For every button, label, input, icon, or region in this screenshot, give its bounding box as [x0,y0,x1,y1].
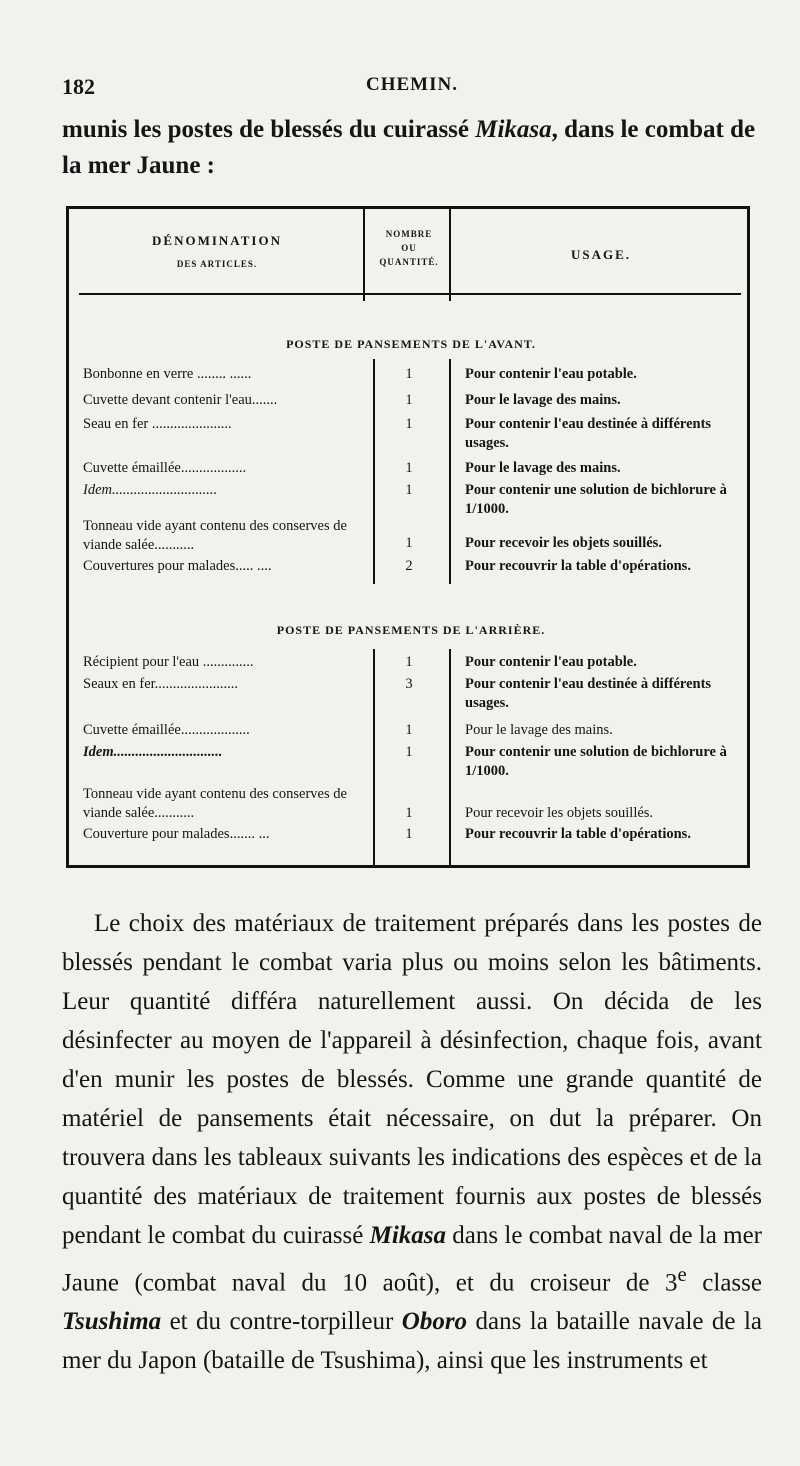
body-text-3: classe [686,1269,762,1297]
article-cell: Cuvette émaillée.................. [83,460,247,476]
quantity-cell: 1 [405,416,413,432]
page-header [62,74,762,106]
header-divider-2 [449,209,451,301]
quantity-cell: 1 [405,535,413,551]
article-cell: Cuvette émaillée................... [83,722,250,738]
quantity-cell: 2 [405,558,413,574]
article-cell: Tonneau vide ayant contenu des conserves de viande salée........... [83,518,347,553]
quantity-cell: 1 [405,744,413,760]
usage-cell: Pour le lavage des mains. [465,722,613,738]
quantity-cell: 1 [405,366,413,382]
quantity-cell: 1 [405,826,413,842]
header-quantity-main: NOMBRE [385,229,433,239]
section-title-arriere: POSTE DE PANSEMENTS DE L'ARRIÈRE. [276,623,546,637]
header-denomination-sub: DES ARTICLES. [176,259,258,269]
header-usage-main: USAGE. [570,247,632,262]
article-cell: Seaux en fer....................... [83,676,239,692]
quantity-cell: 1 [405,654,413,670]
quantity-cell: 3 [405,676,413,692]
header-denomination [69,209,365,295]
usage-cell: Pour contenir l'eau potable. [465,366,637,382]
article-cell: Idem............................. [83,482,218,498]
article-cell: Seau en fer ...................... [83,416,232,432]
quantity-cell: 1 [405,482,413,498]
supplies-table [66,206,750,868]
article-cell: Cuvette devant contenir l'eau....... [83,392,278,408]
body-text-2: dans le combat naval de la mer Jaune (combat naval du 10 août), et du croiseur de 3 [62,1222,762,1297]
article-cell: Couvertures pour malades..... .... [83,558,272,574]
body-ship-tsushima: Tsushima [62,1308,162,1336]
page-number: 182 [62,74,95,99]
body-text-5: dans la bataille navale de la mer du Japon (bataille de Tsushima), ainsi que les instruments et [62,1308,762,1375]
article-cell: Tonneau vide ayant contenu des conserves de viande salée........... [83,786,347,821]
usage-cell: Pour recevoir les objets souillés. [465,805,654,821]
body-superscript: e [677,1262,687,1286]
article-cell: Bonbonne en verre ........ ...... [83,366,252,382]
usage-cell: Pour contenir l'eau potable. [465,654,637,670]
intro-text-after: , dans le combat de la mer Jaune : [62,116,756,179]
usage-cell: Pour contenir l'eau destinée à différents usages. [465,416,712,451]
quantity-cell: 1 [405,722,413,738]
header-quantity [367,209,451,295]
usage-cell: Pour recouvrir la table d'opérations. [465,558,691,574]
header-quantity-sub: QUANTITÉ. [379,257,439,267]
usage-cell: Pour contenir une solution de bichlorure à 1/1000. [465,744,727,779]
quantity-cell: 1 [405,805,413,821]
header-rule [79,293,741,295]
usage-cell: Pour contenir une solution de bichlorure à 1/1000. [465,482,727,517]
header-denomination-main: DÉNOMINATION [152,233,282,248]
section-title-avant: POSTE DE PANSEMENTS DE L'AVANT. [286,337,536,351]
body-ship-mikasa: Mikasa [369,1222,447,1249]
quantity-cell: 1 [405,460,413,476]
header-quantity-mid: OU [401,243,417,253]
usage-cell: Pour recouvrir la table d'opérations. [465,826,691,842]
usage-cell: Pour le lavage des mains. [465,392,621,408]
header-divider-1 [363,209,365,301]
usage-cell: Pour le lavage des mains. [465,460,621,476]
body-text-4: et du contre-torpilleur [161,1308,402,1336]
intro-text-before: munis les postes de blessés du cuirassé [62,116,476,143]
article-cell: Couverture pour malades....... ... [83,826,270,842]
body-paragraph [62,904,762,1380]
usage-cell: Pour contenir l'eau destinée à différents usages. [465,676,712,711]
article-cell: Idem.............................. [83,744,223,760]
running-title: CHEMIN. [366,74,458,95]
header-usage [453,209,749,295]
intro-paragraph [62,112,762,184]
body-ship-oboro: Oboro [401,1308,468,1336]
article-cell: Récipient pour l'eau .............. [83,654,254,670]
quantity-cell: 1 [405,392,413,408]
intro-ship-name: Mikasa [475,116,552,143]
usage-cell: Pour recevoir les objets souillés. [465,535,662,551]
body-text-1: Le choix des matériaux de traitement préparés dans les postes de blessés pendant le combat varia plus ou moins selon les bâtiments. Leur quantité différa naturellement aussi. On décida de les désinfecter au moyen de l'appareil à désinfection, chaque fois, avant d'en munir les postes de blessés. Comme une grande quantité de matériel de pansements était nécessaire, on dut la préparer. On trouvera dans les tableaux suivants les indications des espèces et de la quantité des matériaux de traitement fournis aux postes de blessés pendant le combat du cuirassé [62,910,762,1249]
